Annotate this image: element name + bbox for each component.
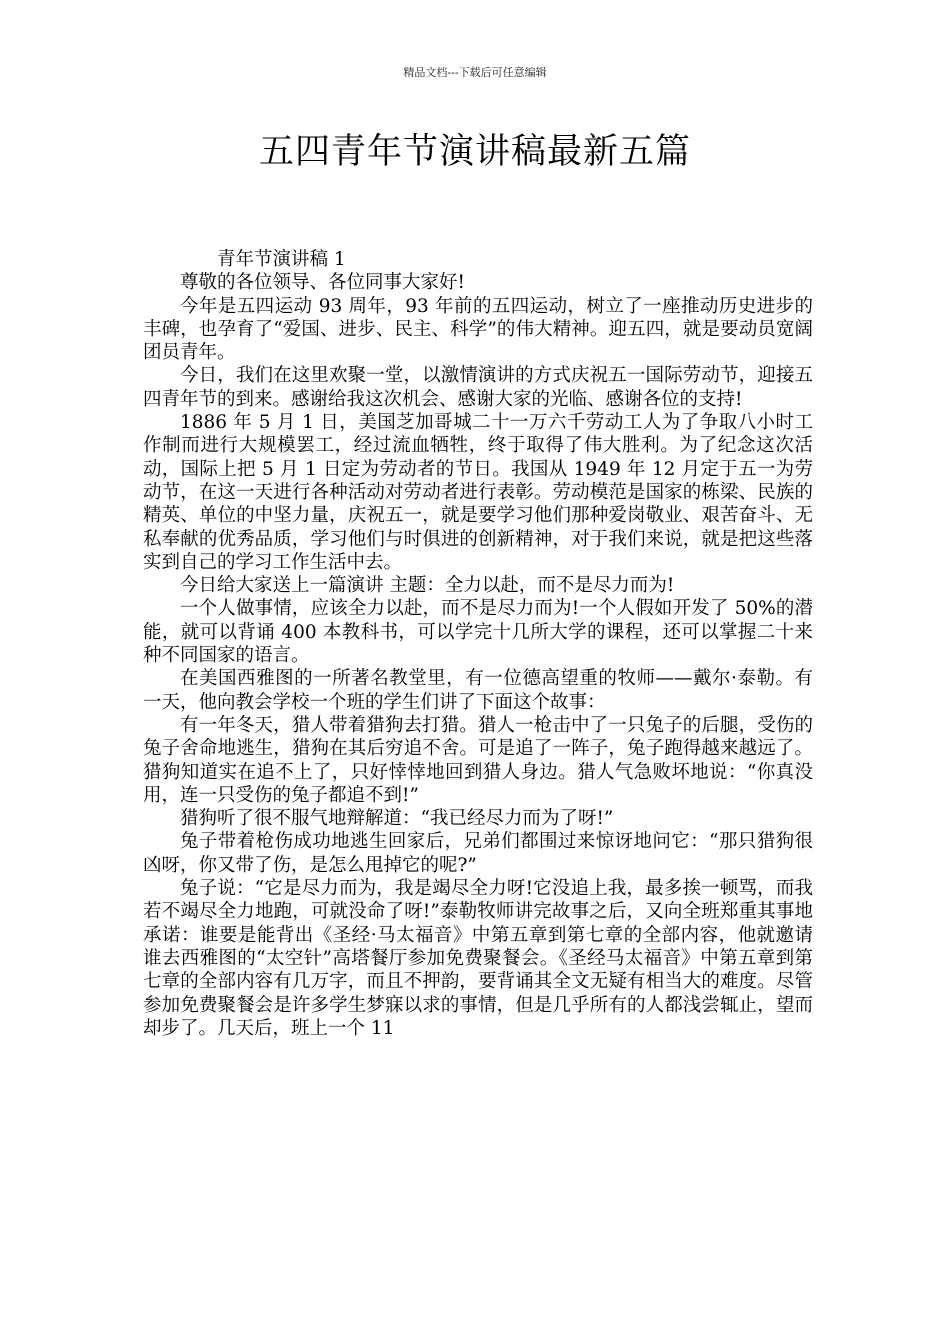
paragraph: 有一年冬天，猎人带着猎狗去打猎。猎人一枪击中了一只兔子的后腿，受伤的兔子舍命地逃生，猎狗在其后穷追不舍。可是追了一阵子，兔子跑得越来越远了。猎狗知道实在追不上了，只好悻悻地回到猎人身边。猎人气急败坏地说：“你真没用，连一只受伤的兔子都追不到!” xyxy=(143,714,813,806)
paragraph: 兔子说：“它是尽力而为，我是竭尽全力呀!它没追上我，最多挨一顿骂，而我若不竭尽全力地跑，可就没命了呀!”泰勒牧师讲完故事之后，又向全班郑重其事地承诺：谁要是能背出《圣经·马太福音》中第五章到第七章的全部内容，他就邀请谁去西雅图的“太空针”高塔餐厅参加免费聚餐会。《圣经马太福音》中第五章到第七章的全部内容有几万字，而且不押韵，要背诵其全文无疑有相当大的难度。尽管参加免费聚餐会是许多学生梦寐以求的事情，但是几乎所有的人都浅尝辄止，望而却步了。几天后，班上一个 11 xyxy=(143,878,813,1039)
section-heading: 青年节演讲稿 1 xyxy=(217,249,346,270)
paragraph: 在美国西雅图的一所著名教堂里，有一位德高望重的牧师——戴尔·泰勒。有一天，他向教会学校一个班的学生们讲了下面这个故事： xyxy=(143,668,813,713)
paragraph: 猎狗听了很不服气地辩解道：“我已经尽力而为了呀!” xyxy=(180,808,614,830)
document-title: 五四青年节演讲稿最新五篇 xyxy=(258,132,691,172)
paragraph: 今日，我们在这里欢聚一堂，以激情演讲的方式庆祝五一国际劳动节，迎接五四青年节的到来。感谢给我这次机会、感谢大家的光临、感谢各位的支持! xyxy=(143,365,813,410)
header-note: 精品文档---下载后可任意编辑 xyxy=(403,66,547,79)
paragraph: 兔子带着枪伤成功地逃生回家后，兄弟们都围过来惊讶地问它：“那只猎狗很凶呀，你又带了伤，是怎么甩掉它的呢?” xyxy=(143,831,813,876)
paragraph: 一个人做事情，应该全力以赴，而不是尽力而为!一个人假如开发了 50%的潜能，就可以背诵 400 本教科书，可以学完十几所大学的课程，还可以掌握二十来种不同国家的语言。 xyxy=(143,598,813,667)
paragraph: 今年是五四运动 93 周年，93 年前的五四运动，树立了一座推动历史进步的丰碑，也孕育了“爱国、进步、民主、科学”的伟大精神。迎五四，就是要动员宽阔团员青年。 xyxy=(143,295,813,364)
document-body xyxy=(143,248,813,1040)
paragraph-greeting: 尊敬的各位领导、各位同事大家好! xyxy=(180,272,465,294)
paragraph: 今日给大家送上一篇演讲 主题：全力以赴，而不是尽力而为! xyxy=(180,575,675,597)
paragraph: 1886 年 5 月 1 日，美国芝加哥城二十一万六千劳动工人为了争取八小时工作制而进行大规模罢工，经过流血牺牲，终于取得了伟大胜利。为了纪念这次活动，国际上把 5 月 1 日定为劳动者的节日。我国从 1949 年 12 月定于五一为劳动节，在这一天进行各种活动对劳动者进行表彰。劳动模范是国家的栋梁、民族的精英、单位的中坚力量，庆祝五一，就是要学习他们那种爱岗敬业、艰苦奋斗、无私奉献的优秀品质，学习他们与时俱进的创新精神，对于我们来说，就是把这些落实到自己的学习工作生活中去。 xyxy=(143,412,813,573)
